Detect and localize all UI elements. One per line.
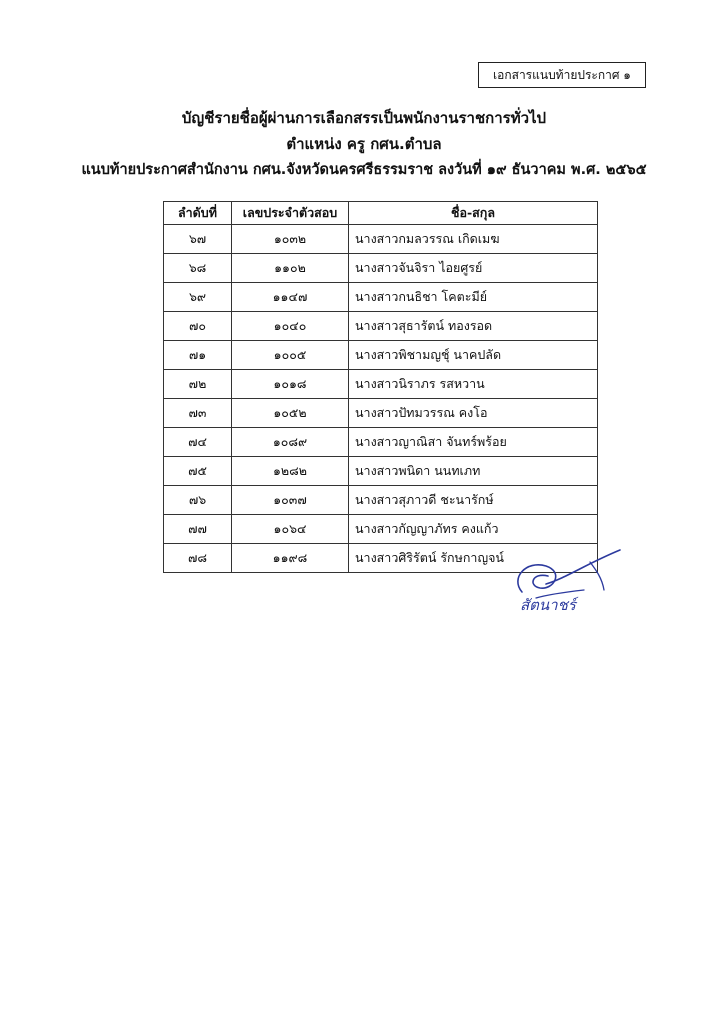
row-exam-id: ๑๐๘๙ xyxy=(232,428,349,457)
row-exam-id: ๑๐๓๗ xyxy=(232,486,349,515)
row-order: ๗๔ xyxy=(164,428,232,457)
row-name: นางสาวนิราภร รสหวาน xyxy=(349,370,598,399)
row-order: ๗๒ xyxy=(164,370,232,399)
row-order: ๗๕ xyxy=(164,457,232,486)
row-exam-id: ๑๐๕๒ xyxy=(232,399,349,428)
row-order: ๗๐ xyxy=(164,312,232,341)
attachment-label: เอกสารแนบท้ายประกาศ ๑ xyxy=(478,62,646,88)
table-row xyxy=(164,225,598,254)
column-header-name: ชื่อ-สกุล xyxy=(349,202,598,225)
row-exam-id: ๑๒๘๒ xyxy=(232,457,349,486)
row-order: ๖๙ xyxy=(164,283,232,312)
row-exam-id: ๑๐๓๒ xyxy=(232,225,349,254)
announcement-reference: แนบท้ายประกาศสำนักงาน กศน.จังหวัดนครศรีธรรมราช ลงวันที่ ๑๙ ธันวาคม พ.ศ. ๒๕๖๕ xyxy=(81,162,647,178)
signature-text: สัตนาชร์ xyxy=(520,596,576,614)
row-order: ๗๓ xyxy=(164,399,232,428)
row-exam-id: ๑๐๐๕ xyxy=(232,341,349,370)
row-exam-id: ๑๑๐๒ xyxy=(232,254,349,283)
row-order: ๗๗ xyxy=(164,515,232,544)
row-name: นางสาวจันจิรา ไอยศูรย์ xyxy=(349,254,598,283)
row-exam-id: ๑๐๔๐ xyxy=(232,312,349,341)
table-header-row xyxy=(164,202,598,225)
row-name: นางสาวสุภาวดี ชะนารักษ์ xyxy=(349,486,598,515)
table-row xyxy=(164,370,598,399)
table-row xyxy=(164,312,598,341)
row-exam-id: ๑๐๑๘ xyxy=(232,370,349,399)
row-name: นางสาวปัทมวรรณ คงโอ xyxy=(349,399,598,428)
row-name: นางสาวพิชามญชุ์ นาคปลัด xyxy=(349,341,598,370)
row-order: ๖๘ xyxy=(164,254,232,283)
column-header-order: ลำดับที่ xyxy=(164,202,232,225)
table-row xyxy=(164,283,598,312)
position-subtitle: ตำแหน่ง ครู กศน.ตำบล xyxy=(286,135,442,153)
row-exam-id: ๑๑๔๗ xyxy=(232,283,349,312)
row-order: ๖๗ xyxy=(164,225,232,254)
row-name: นางสาวกนธิชา โคตะมีย์ xyxy=(349,283,598,312)
table-row xyxy=(164,457,598,486)
table-body xyxy=(164,225,598,573)
row-name: นางสาวกมลวรรณ เกิดเมฆ xyxy=(349,225,598,254)
document-title: บัญชีรายชื่อผู้ผ่านการเลือกสรรเป็นพนักงานราชการทั่วไป xyxy=(181,109,547,127)
table-row xyxy=(164,428,598,457)
row-name: นางสาวสุธารัตน์ ทองรอด xyxy=(349,312,598,341)
row-name: นางสาวศิริรัตน์ รักษกาญจน์ xyxy=(349,544,598,573)
candidate-table xyxy=(163,201,598,573)
table-row xyxy=(164,341,598,370)
table-row xyxy=(164,486,598,515)
table-row xyxy=(164,515,598,544)
row-order: ๗๖ xyxy=(164,486,232,515)
row-exam-id: ๑๑๙๘ xyxy=(232,544,349,573)
signature-image xyxy=(506,548,622,620)
table-row xyxy=(164,254,598,283)
row-order: ๗๘ xyxy=(164,544,232,573)
row-name: นางสาวญาณิสา จันทร์พร้อย xyxy=(349,428,598,457)
row-name: นางสาวกัญญาภัทร คงแก้ว xyxy=(349,515,598,544)
row-exam-id: ๑๐๖๔ xyxy=(232,515,349,544)
table-row xyxy=(164,399,598,428)
row-name: นางสาวพนิดา นนทเภท xyxy=(349,457,598,486)
row-order: ๗๑ xyxy=(164,341,232,370)
column-header-exam-id: เลขประจำตัวสอบ xyxy=(232,202,349,225)
